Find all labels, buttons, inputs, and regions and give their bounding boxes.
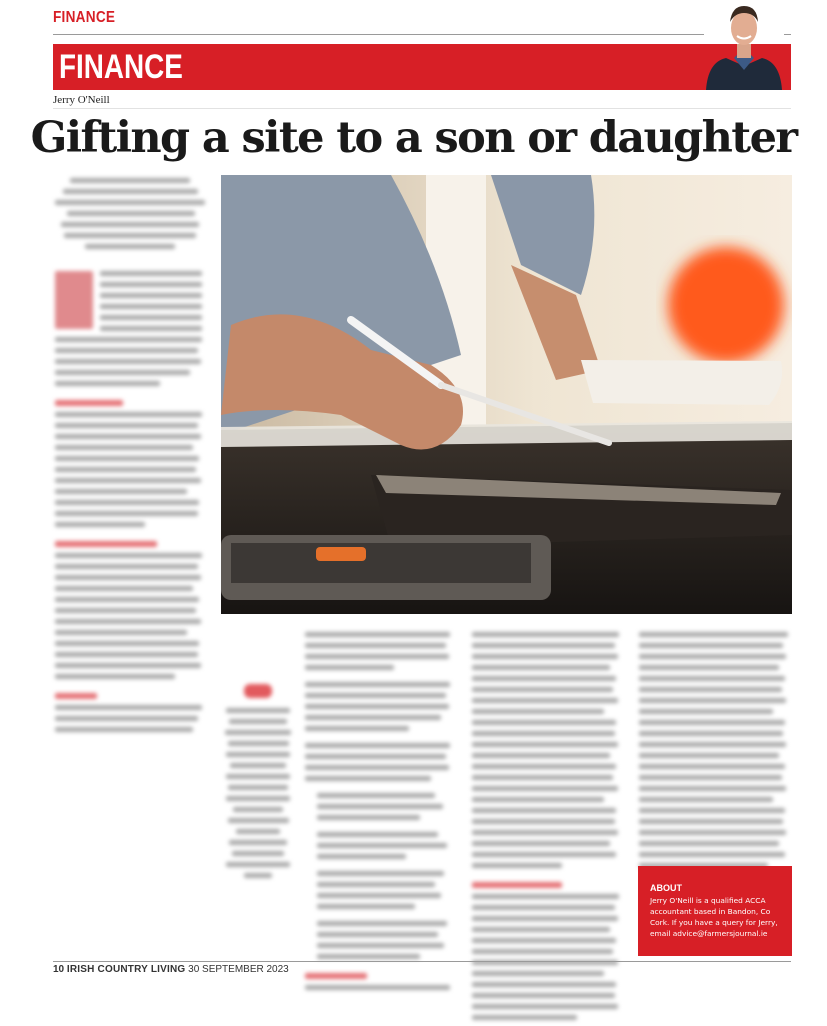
blurred-text-column-2 (305, 632, 453, 996)
blurred-text-column-4 (639, 632, 791, 874)
running-section-label: FINANCE (53, 9, 116, 26)
about-author-box (638, 866, 792, 956)
top-divider (53, 34, 791, 35)
article-photo (221, 175, 792, 614)
section-banner (53, 44, 791, 90)
blurred-pull-quote (222, 684, 294, 884)
about-title: ABOUT (650, 883, 682, 893)
page-number: 10 (53, 964, 65, 975)
blurred-text-column-3 (472, 632, 622, 1026)
author-photo (704, 0, 784, 90)
page-footer (53, 964, 289, 975)
article-headline: Gifting a site to a son or daughter (30, 113, 797, 163)
about-text: Jerry O'Neill is a qualified ACCA accountant based in Bandon, Co Cork. If you have a query for Jerry, email advice@farmersjournal.ie (650, 896, 778, 938)
publication-name: IRISH COUNTRY LIVING (66, 964, 186, 975)
blurred-text-column-1 (55, 178, 205, 738)
section-banner-label: FINANCE (59, 48, 183, 86)
footer-divider (53, 961, 791, 962)
issue-date: 30 SEPTEMBER 2023 (188, 964, 289, 975)
byline: Jerry O'Neill (53, 94, 110, 106)
byline-divider (53, 108, 791, 109)
